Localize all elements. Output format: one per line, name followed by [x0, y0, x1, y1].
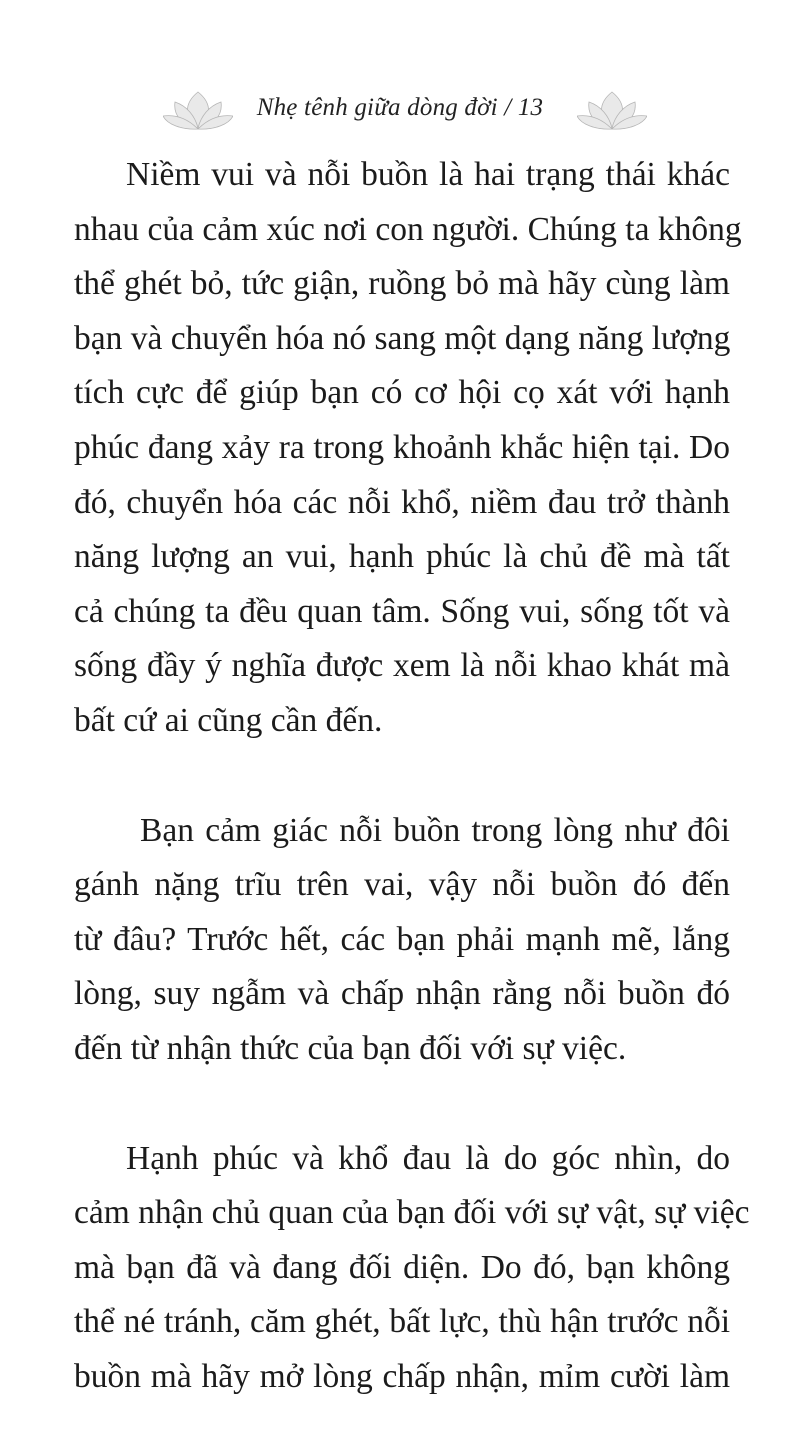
running-head [0, 78, 800, 138]
text-line: đó, chuyển hóa các nỗi khổ, niềm đau trở thành [74, 483, 730, 521]
text-line: sống đầy ý nghĩa được xem là nỗi khao khát mà [74, 647, 730, 685]
text-line: mà bạn đã và đang đối diện. Do đó, bạn không [74, 1248, 730, 1286]
body-text [74, 148, 750, 1404]
paragraph-3 [74, 1132, 750, 1405]
text-line: phúc đang xảy ra trong khoảnh khắc hiện tại. Do [74, 428, 730, 466]
text-line: bất cứ ai cũng cần đến. [74, 701, 383, 739]
text-line: cả chúng ta đều quan tâm. Sống vui, sống tốt và [74, 592, 730, 630]
text-line: gánh nặng trĩu trên vai, vậy nỗi buồn đó đến [74, 866, 730, 904]
text-line: thể né tránh, căm ghét, bất lực, thù hận trước nỗi [74, 1303, 730, 1341]
text-line: cảm nhận chủ quan của bạn đối với sự vật, sự việc [74, 1194, 750, 1232]
text-line: Niềm vui và nỗi buồn là hai trạng thái khác [126, 156, 730, 193]
text-line: bạn và chuyển hóa nó sang một dạng năng lượng [74, 319, 731, 357]
text-line: nhau của cảm xúc nơi con người. Chúng ta không [74, 210, 742, 248]
text-line: từ đâu? Trước hết, các bạn phải mạnh mẽ, lắng [74, 920, 730, 958]
text-line: buồn mà hãy mở lòng chấp nhận, mỉm cười làm [74, 1357, 730, 1395]
lotus-icon [577, 88, 647, 132]
text-line: đến từ nhận thức của bạn đối với sự việc. [74, 1029, 627, 1067]
paragraph-1 [74, 148, 742, 749]
text-line: thể ghét bỏ, tức giận, ruồng bỏ mà hãy cùng làm [74, 265, 730, 303]
text-line: tích cực để giúp bạn có cơ hội cọ xát với hạnh [74, 374, 730, 412]
text-line: Bạn cảm giác nỗi buồn trong lòng như đôi [140, 811, 730, 849]
paragraph-2 [74, 804, 730, 1077]
text-line: năng lượng an vui, hạnh phúc là chủ đề mà tất [74, 538, 730, 576]
running-title: Nhẹ tênh giữa dòng đời / 13 [256, 94, 544, 121]
text-line: Hạnh phúc và khổ đau là do góc nhìn, do [126, 1139, 730, 1177]
text-line: lòng, suy ngẫm và chấp nhận rằng nỗi buồn đó [74, 975, 730, 1013]
